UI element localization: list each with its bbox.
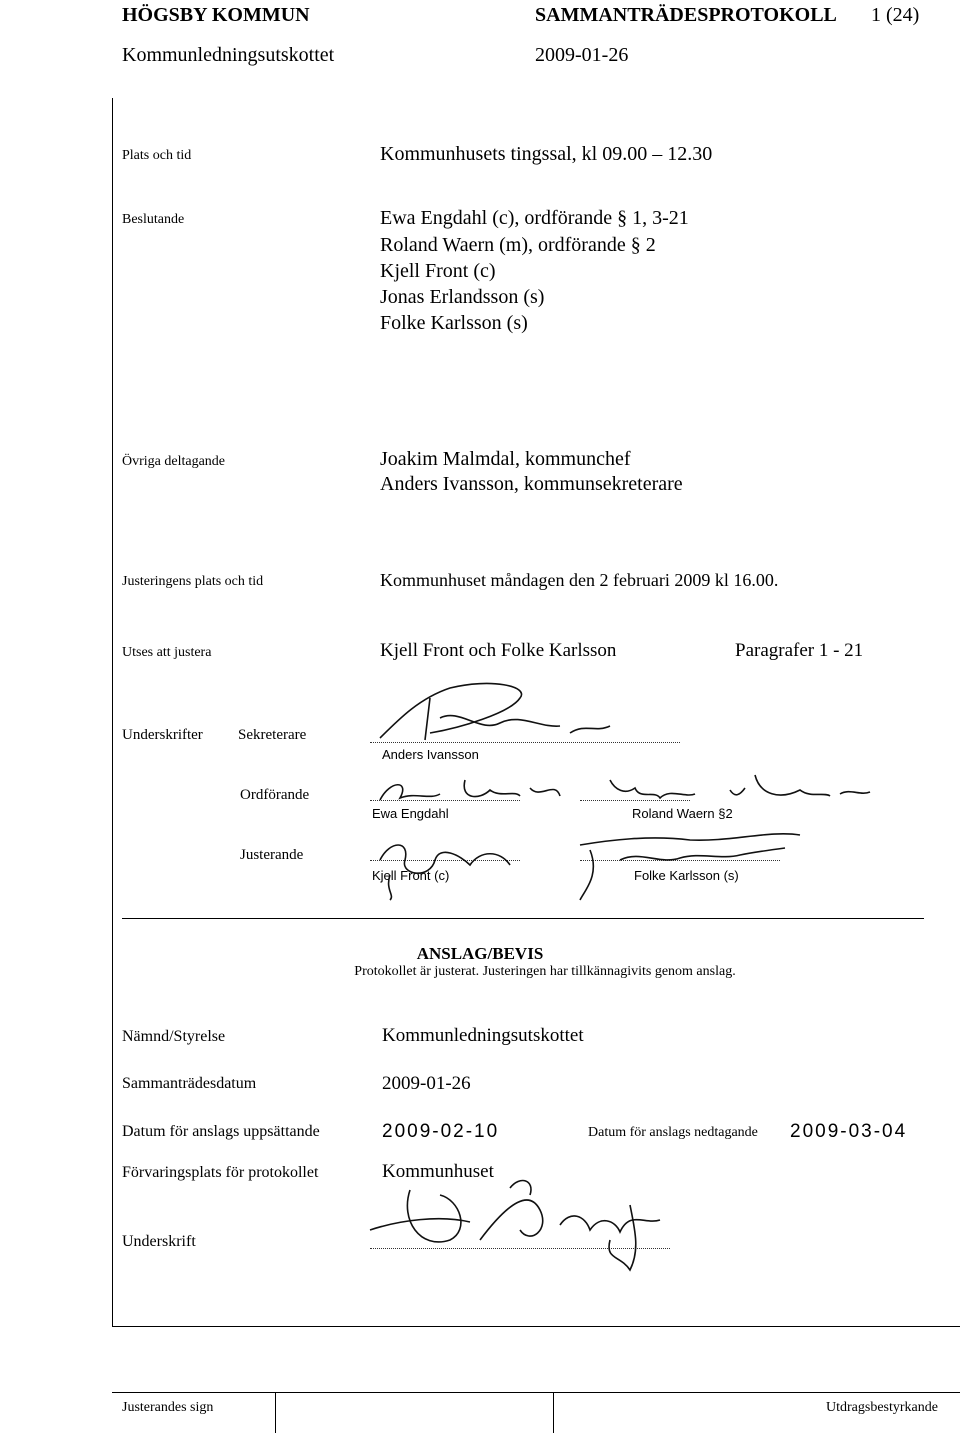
adjuster-name-2: Folke Karlsson (s) <box>634 868 739 883</box>
adjusters-label: Utses att justera <box>122 645 212 660</box>
secretary-label: Sekreterare <box>238 727 307 743</box>
footer-divider-2 <box>553 1392 554 1433</box>
footer-top-rule <box>112 1392 960 1393</box>
signatures-label: Underskrifter <box>122 727 203 743</box>
decision-maker-item: Roland Waern (m), ordförande § 2 <box>380 234 656 256</box>
decision-maker-item: Jonas Erlandsson (s) <box>380 286 545 308</box>
other-participant-item: Joakim Malmdal, kommunchef <box>380 448 631 470</box>
removed-date: 2009-03-04 <box>790 1121 908 1142</box>
decision-makers-label: Beslutande <box>122 212 185 227</box>
place-time-value: Kommunhusets tingssal, kl 09.00 – 12.30 <box>380 143 713 165</box>
posted-date: 2009-02-10 <box>382 1121 500 1142</box>
chair-signature <box>370 770 930 810</box>
paragraphs-value: Paragrafer 1 - 21 <box>735 640 864 661</box>
adjuster-signature <box>370 820 810 900</box>
left-margin-rule <box>112 98 113 1326</box>
org-name: HÖGSBY KOMMUN <box>122 4 310 26</box>
meeting-date-label: Sammanträdesdatum <box>122 1075 257 1092</box>
footer-adjusters-sign: Justerandes sign <box>122 1400 214 1415</box>
adjuster-name-1: Kjell Front (c) <box>372 868 450 883</box>
board-value: Kommunledningsutskottet <box>382 1025 584 1046</box>
notice-separator <box>122 918 924 919</box>
removed-label: Datum för anslags nedtagande <box>588 1125 758 1140</box>
adjustment-label: Justeringens plats och tid <box>122 574 264 589</box>
storage-label: Förvaringsplats för protokollet <box>122 1164 319 1181</box>
secretary-signature <box>370 678 680 748</box>
decision-maker-item: Folke Karlsson (s) <box>380 312 528 334</box>
document-type: SAMMANTRÄDESPROTOKOLL <box>535 4 837 26</box>
chair-name-1: Ewa Engdahl <box>372 806 449 821</box>
footer-divider-1 <box>275 1392 276 1433</box>
place-time-label: Plats och tid <box>122 148 192 163</box>
bottom-rule <box>112 1326 960 1327</box>
chair-name-2: Roland Waern §2 <box>632 806 733 821</box>
footer-excerpt: Utdragsbestyrkande <box>826 1400 938 1415</box>
signature-label: Underskrift <box>122 1233 196 1250</box>
notice-text: Protokollet är justerat. Justeringen har tillkännagivits genom anslag. <box>354 964 736 979</box>
meeting-date-value: 2009-01-26 <box>382 1073 471 1094</box>
adjustment-value: Kommunhuset måndagen den 2 februari 2009 kl 16.00. <box>380 570 779 590</box>
adjusters-value: Kjell Front och Folke Karlsson <box>380 640 617 661</box>
secretary-name: Anders Ivansson <box>382 747 479 762</box>
chair-label: Ordförande <box>240 787 310 803</box>
meeting-date: 2009-01-26 <box>535 44 629 66</box>
others-label: Övriga deltagande <box>122 454 226 469</box>
adjuster-label: Justerande <box>240 847 304 863</box>
page-number: 1 (24) <box>871 4 920 26</box>
posted-label: Datum för anslags uppsättande <box>122 1123 320 1140</box>
board-label: Nämnd/Styrelse <box>122 1028 226 1045</box>
notice-title: ANSLAG/BEVIS <box>416 944 544 963</box>
storage-value: Kommunhuset <box>382 1161 494 1182</box>
notice-signature <box>360 1170 690 1280</box>
decision-maker-item: Ewa Engdahl (c), ordförande § 1, 3-21 <box>380 207 689 229</box>
committee-name: Kommunledningsutskottet <box>122 44 335 66</box>
decision-maker-item: Kjell Front (c) <box>380 260 496 282</box>
other-participant-item: Anders Ivansson, kommunsekreterare <box>380 473 683 495</box>
